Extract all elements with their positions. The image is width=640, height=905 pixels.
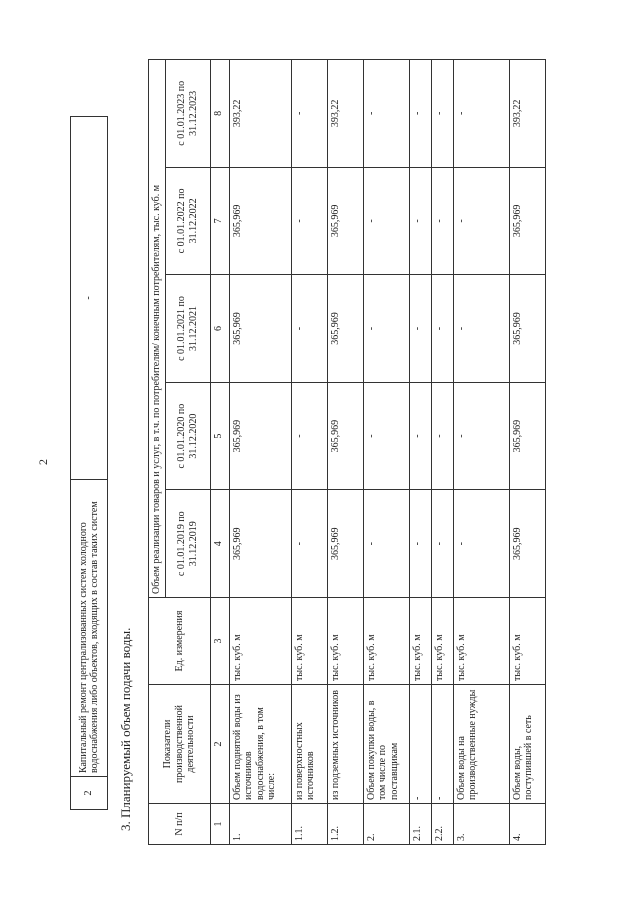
index-cell: 1	[210, 804, 229, 845]
header-row	[149, 60, 166, 845]
row-value: 365,969	[509, 275, 545, 383]
row-indicator: Объем воды на производственные нужды	[453, 685, 509, 804]
row-unit: тыс. куб. м	[291, 598, 327, 685]
header-indicator: Показатели производственной деятельности	[149, 685, 211, 804]
row-number: 1.2.	[327, 804, 363, 845]
row-value: -	[409, 167, 431, 275]
table-row	[509, 60, 545, 845]
row-unit: тыс. куб. м	[229, 598, 291, 685]
row-unit: тыс. куб. м	[327, 598, 363, 685]
index-cell: 5	[210, 382, 229, 490]
row-indicator: Объем покупки воды, в том числе по поставщикам	[363, 685, 409, 804]
header-number: N п/п	[149, 804, 211, 845]
header-period: с 01.01.2023 по 31.12.2023	[165, 60, 210, 168]
page-number: 2	[36, 459, 50, 465]
index-row	[210, 60, 229, 845]
index-cell: 6	[210, 275, 229, 383]
table-body	[229, 60, 545, 845]
header-unit: Ед. измерения	[149, 598, 211, 685]
row-number: 3.	[453, 804, 509, 845]
row-number: 1.1.	[291, 804, 327, 845]
table-row	[229, 60, 291, 845]
row-unit: тыс. куб. м	[509, 598, 545, 685]
row-indicator: -	[431, 685, 453, 804]
row-value: -	[431, 382, 453, 490]
header-group: Объем реализации товаров и услуг, в т.ч. по потребителям/ конечным потребителям, тыс. куб. м	[149, 60, 166, 598]
row-value: -	[363, 60, 409, 168]
row-value: 365,969	[327, 275, 363, 383]
row-unit: тыс. куб. м	[431, 598, 453, 685]
row-value: 393,22	[229, 60, 291, 168]
row-value: 365,969	[509, 167, 545, 275]
row-value: -	[363, 490, 409, 598]
row-value: -	[409, 490, 431, 598]
table-row	[71, 117, 108, 810]
row-value: -	[363, 382, 409, 490]
row-unit: тыс. куб. м	[363, 598, 409, 685]
row-value: 365,969	[327, 167, 363, 275]
row-number: 4.	[509, 804, 545, 845]
row-indicator: -	[409, 685, 431, 804]
row-unit: тыс. куб. м	[453, 598, 509, 685]
row-value: -	[453, 167, 509, 275]
header-period: с 01.01.2021 по 31.12.2021	[165, 275, 210, 383]
row-value: -	[453, 60, 509, 168]
row-value: -	[453, 382, 509, 490]
table-row	[291, 60, 327, 845]
row-value: 365,969	[229, 382, 291, 490]
table-row	[327, 60, 363, 845]
row-value: 365,969	[229, 490, 291, 598]
header-period: с 01.01.2020 по 31.12.2020	[165, 382, 210, 490]
row-value: -	[363, 167, 409, 275]
header-period: с 01.01.2022 по 31.12.2022	[165, 167, 210, 275]
row-value: -	[291, 275, 327, 383]
row-value: -	[431, 60, 453, 168]
row-value: -	[431, 275, 453, 383]
row-value: -	[291, 382, 327, 490]
row-value: 365,969	[229, 275, 291, 383]
row-value: -	[409, 382, 431, 490]
index-cell: 7	[210, 167, 229, 275]
row-indicator: Объем воды, поступившей в сеть	[509, 685, 545, 804]
row-value: 393,22	[327, 60, 363, 168]
row-indicator: Объем поднятой воды из источников водоснабжения, в том числе:	[229, 685, 291, 804]
row-value: 365,969	[509, 382, 545, 490]
row-indicator: из подземных источников	[327, 685, 363, 804]
row-value: -	[291, 490, 327, 598]
table-row	[431, 60, 453, 845]
row-description: Капитальный ремонт централизованных систем холодного водоснабжения либо объектов, входящих в состав таких систем	[71, 480, 108, 777]
table-row	[453, 60, 509, 845]
row-value: 365,969	[509, 490, 545, 598]
water-supply-table	[148, 59, 546, 845]
row-value: 365,969	[327, 382, 363, 490]
row-value: -	[291, 167, 327, 275]
row-value: -	[431, 490, 453, 598]
row-value: -	[409, 275, 431, 383]
row-number: 2.2.	[431, 804, 453, 845]
row-number: 2.1.	[409, 804, 431, 845]
index-cell: 2	[210, 685, 229, 804]
row-unit: тыс. куб. м	[409, 598, 431, 685]
table-row	[363, 60, 409, 845]
row-value: -	[409, 60, 431, 168]
index-cell: 8	[210, 60, 229, 168]
row-value: -	[453, 275, 509, 383]
table-row	[409, 60, 431, 845]
index-cell: 3	[210, 598, 229, 685]
row-number: 2.	[363, 804, 409, 845]
row-indicator: из поверхностных источников	[291, 685, 327, 804]
index-cell: 4	[210, 490, 229, 598]
row-number: 2	[71, 777, 108, 810]
row-value: -	[363, 275, 409, 383]
row-value: -	[71, 117, 108, 480]
row-value: 365,969	[229, 167, 291, 275]
row-value: 365,969	[327, 490, 363, 598]
section-title: 3. Планируемый объем подачи воды.	[118, 627, 133, 831]
row-value: 393,22	[509, 60, 545, 168]
header-period: с 01.01.2019 по 31.12.2019	[165, 490, 210, 598]
repair-table	[70, 116, 108, 810]
row-number: 1.	[229, 804, 291, 845]
row-value: -	[291, 60, 327, 168]
row-value: -	[431, 167, 453, 275]
row-value: -	[453, 490, 509, 598]
